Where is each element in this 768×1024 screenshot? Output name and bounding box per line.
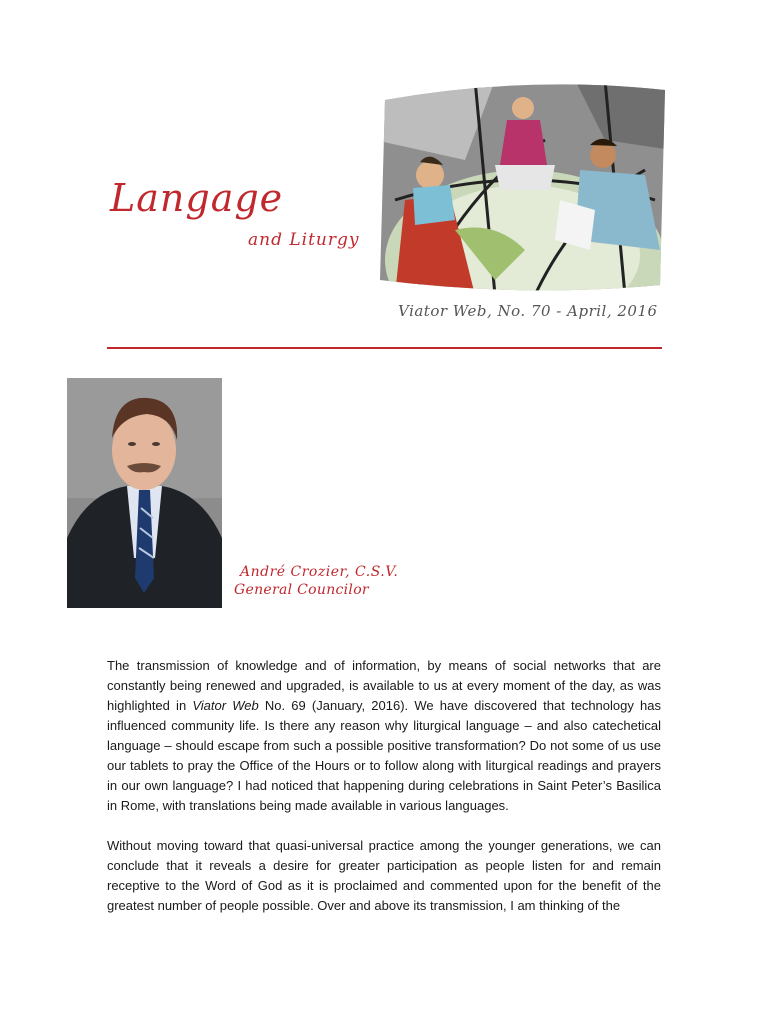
article-paragraph: Without moving toward that quasi-universal practice among the younger generations, we can conclude that it reveals a desire for greater participation as people listen for and remain receptive to the Word of God as it is proclaimed and commented upon for the benefit of the greatest number of people possible. Over and above its transmission, I am thinking of the xyxy=(107,838,661,913)
publication-title: Viator Web xyxy=(192,698,259,713)
author-portrait xyxy=(67,378,222,608)
issue-line: Viator Web, No. 70 - April, 2016 xyxy=(398,302,658,320)
divider xyxy=(107,347,662,349)
article-paragraph xyxy=(107,656,661,816)
people-around-globe-illustration xyxy=(375,80,672,295)
author-role: General Councilor xyxy=(234,582,369,598)
page-title: Langage xyxy=(110,176,284,220)
author-name: André Crozier, C.S.V. xyxy=(240,564,399,580)
paragraph-text: The transmission of knowledge and of information, by means of social networks that are constantly being renewed and upgraded, is available to us at every moment of the day, as was highlighted in xyxy=(107,658,661,713)
paragraph-text: No. 69 (January, 2016). We have discovered that technology has influenced community life. Is there any reason why liturgical language – and also catechetical language – should escape from such a possible positive transformation? Do not some of us use our tablets to pray the Office of the Hours or to follow along with liturgical readings and prayers in our own language? I had noticed that happening during celebrations in Saint Peter’s Basilica in Rome, with translations being made available in various languages. xyxy=(107,698,661,813)
article-body xyxy=(107,656,661,936)
page-subtitle: and Liturgy xyxy=(248,230,360,250)
